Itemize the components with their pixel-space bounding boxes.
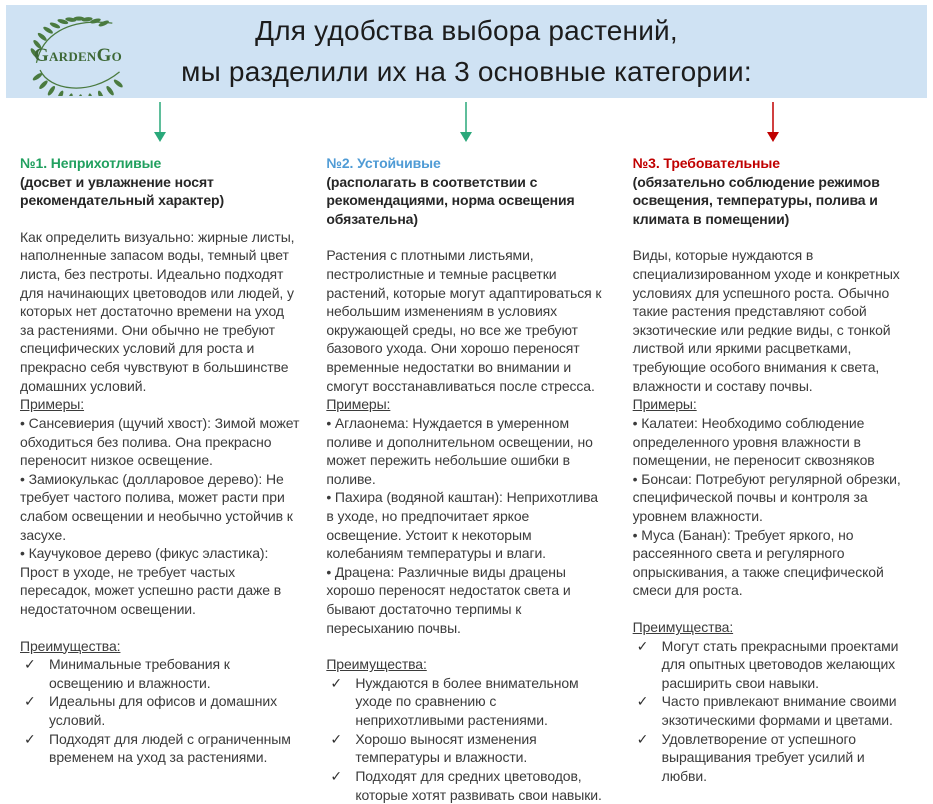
category-title: №1. Неприхотливые bbox=[20, 155, 162, 171]
arrow-head bbox=[154, 132, 166, 142]
header-banner bbox=[6, 5, 927, 98]
category-subtitle: (обязательно соблюдение режимов освещения, температуры, полива и климата в помещении) bbox=[632, 173, 880, 227]
category-title: №3. Требовательные bbox=[632, 155, 780, 171]
advantages-label: Преимущества: bbox=[632, 619, 734, 636]
example-item: • Муса (Банан): Требует яркого, но рассеянного света и регулярного опрыскивания, а также специфической смеси для роста. bbox=[633, 526, 913, 600]
advantage-item: ✓ Хорошо выносят изменения температуры и влажности. bbox=[326, 730, 606, 767]
arrows-row bbox=[6, 102, 927, 154]
examples-label: Примеры: bbox=[326, 396, 391, 413]
advantages-label: Преимущества: bbox=[326, 656, 427, 673]
arrow-shaft bbox=[465, 102, 467, 132]
advantage-item: ✓ Могут стать прекрасными проектами для опытных цветоводов желающих расширить свои навыки. bbox=[633, 637, 913, 693]
category-description: Растения с плотными листьями, пестролистные и темные расцветки растений, которые могут адаптироваться к небольшим изменениям в условиях окружающей среды, но все же требуют базового ухода. Они хорошо переносят временные недостатки во внимании и смогут восстанавливаться после стресса. bbox=[326, 247, 602, 394]
down-arrow-icon bbox=[767, 102, 779, 142]
arrow-shaft bbox=[772, 102, 774, 132]
example-item: • Каучуковое дерево (фикус эластика): Прост в уходе, не требует частых пересадок, может успешно расти даже в недостаточном освещении. bbox=[20, 544, 300, 618]
advantage-item: ✓ Минимальные требования к освещению и влажности. bbox=[20, 655, 300, 692]
page-title-line2: мы разделили их на 3 основные категории: bbox=[181, 55, 752, 87]
advantage-item: ✓ Подходят для людей с ограниченным временем на уход за растениями. bbox=[20, 730, 300, 767]
categories-columns bbox=[6, 154, 927, 804]
arrow-cell-2 bbox=[326, 102, 606, 154]
example-item: • Аглаонема: Нуждается в умеренном поливе и дополнительном освещении, но может пережить небольшие ошибки в поливе. bbox=[326, 414, 606, 488]
advantage-item: ✓ Подходят для средних цветоводов, которые хотят развивать свои навыки. bbox=[326, 767, 606, 804]
advantages-label: Преимущества: bbox=[20, 637, 121, 654]
down-arrow-icon bbox=[460, 102, 472, 142]
advantage-item: ✓ Удовлетворение от успешного выращивания требует усилий и любви. bbox=[633, 730, 913, 786]
category-title: №2. Устойчивые bbox=[326, 155, 441, 171]
example-item: • Драцена: Различные виды драцены хорошо переносят недостаток света и бывают достаточно терпимы к пересыханию почвы. bbox=[326, 563, 606, 637]
gardengo-logo bbox=[22, 8, 134, 96]
category-subtitle: (досвет и увлажнение носят рекомендательный характер) bbox=[20, 173, 225, 209]
category-description: Виды, которые нуждаются в специализированном уходе и конкретных условиях для успешного роста. Обычно такие растения представляют собой экзотические или редкие виды, с тонкой листвой или яркими расцветками, требующие особого внимания к света, влажности и составу почвы. bbox=[632, 247, 900, 394]
advantage-item: ✓ Нуждаются в более внимательном уходе по сравнению с неприхотливыми растениями. bbox=[326, 674, 606, 730]
arrow-shaft bbox=[159, 102, 161, 132]
advantage-item: ✓ Часто привлекают внимание своими экзотическими формами и цветами. bbox=[633, 692, 913, 729]
example-item: • Сансевиерия (щучий хвост): Зимой может обходиться без полива. Она прекрасно переносит низкое освещение. bbox=[20, 414, 300, 470]
category-description: Как определить визуально: жирные листы, наполненные запасом воды, темный цвет листа, без пестроты. Идеально подходят для начинающих цветоводов или людей, у которых нет достаточно времени на уход за растениями. Они обычно не требуют специфических условий для роста и прекрасно себя чувствуют в большинстве домашних условий. bbox=[20, 228, 295, 394]
category-column-unpretentious bbox=[20, 154, 300, 804]
category-subtitle: (располагать в соответствии с рекомендациями, норма освещения обязательна) bbox=[326, 173, 575, 227]
arrow-cell-1 bbox=[20, 102, 300, 154]
logo-text: GardenGo bbox=[34, 45, 123, 67]
example-item: • Бонсаи: Потребуют регулярной обрезки, специфической почвы и контроля за уровнем влажности. bbox=[633, 470, 913, 526]
example-item: • Пахира (водяной каштан): Неприхотлива в уходе, но предпочитает яркое освещение. Устоит к некоторым колебаниям температуры и влаги. bbox=[326, 488, 606, 562]
page-title bbox=[181, 11, 752, 91]
examples-label: Примеры: bbox=[632, 396, 697, 413]
category-column-demanding bbox=[633, 154, 913, 804]
laurel-wreath-icon bbox=[22, 8, 134, 96]
down-arrow-icon bbox=[154, 102, 166, 142]
examples-label: Примеры: bbox=[20, 396, 85, 413]
advantage-item: ✓ Идеальны для офисов и домашних условий. bbox=[20, 692, 300, 729]
category-column-resilient bbox=[326, 154, 606, 804]
example-item: • Замиокулькас (долларовое дерево): Не требует частого полива, может расти при слабом освещении и необычно устойчив к засухе. bbox=[20, 470, 300, 544]
page-title-line1: Для удобства выбора растений, bbox=[255, 15, 678, 47]
arrow-cell-3 bbox=[633, 102, 913, 154]
example-item: • Калатеи: Необходимо соблюдение определенного уровня влажности в помещении, не переносит сквозняков bbox=[633, 414, 913, 470]
arrow-head bbox=[460, 132, 472, 142]
arrow-head bbox=[767, 132, 779, 142]
